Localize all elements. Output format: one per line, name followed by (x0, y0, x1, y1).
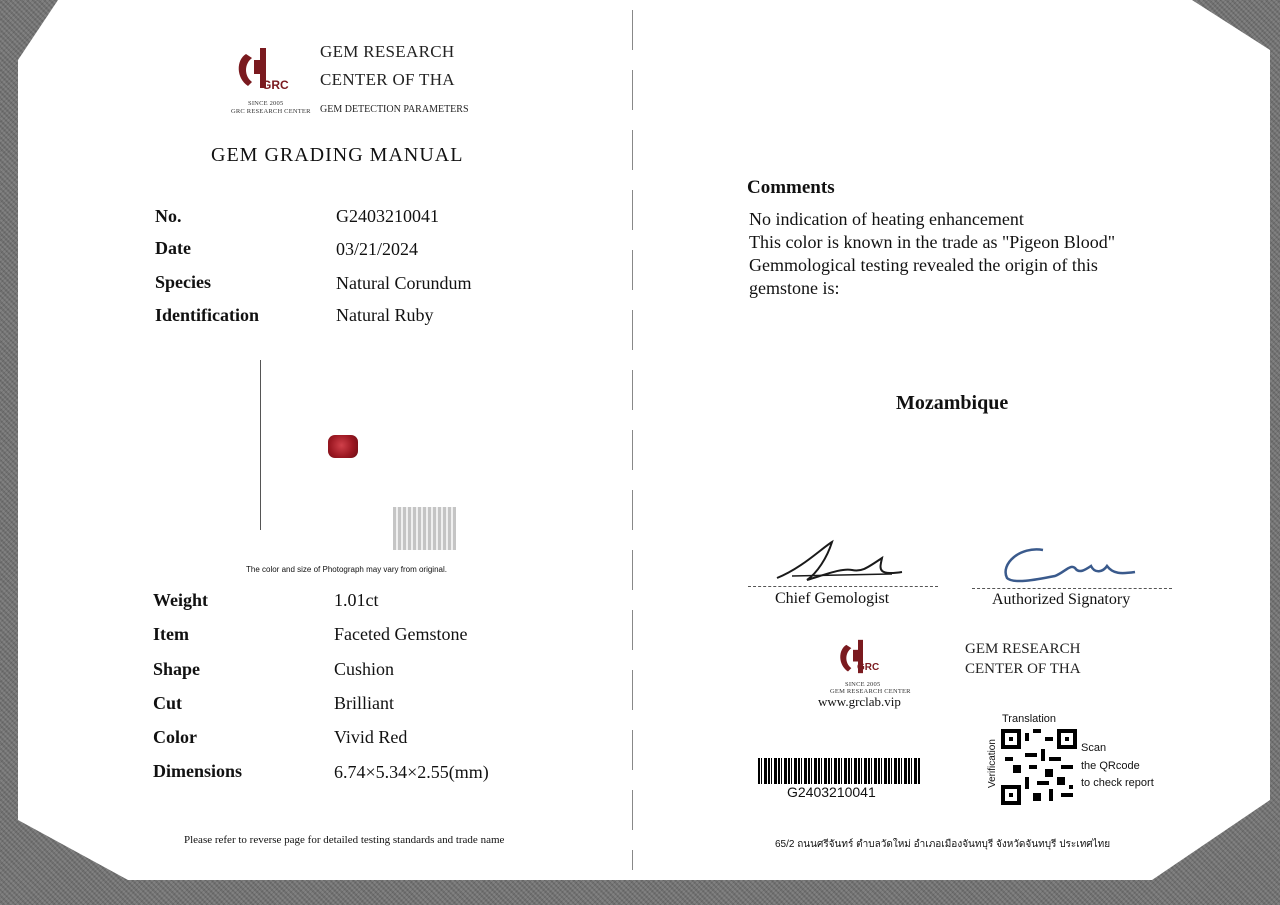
left-footer-note: Please refer to reverse page for detailed testing standards and trade name (184, 834, 505, 846)
logo-small-center: GEM RESEARCH CENTER (830, 688, 911, 695)
comment-line-3: Gemmological testing revealed the origin of this (749, 255, 1098, 275)
field-label-species: Species (155, 272, 211, 292)
field-value-item: Faceted Gemstone (334, 624, 468, 644)
qr-scan-line3: to check report (1081, 777, 1154, 789)
field-label-date: Date (155, 238, 191, 258)
website-url: www.grclab.vip (818, 694, 901, 709)
qr-scan-line1: Scan (1081, 742, 1107, 754)
qr-scan-line2: the QRcode (1081, 760, 1140, 772)
logo-mark-text: GRC (262, 78, 289, 92)
photo-note: The color and size of Photograph may vary from original. (246, 565, 447, 574)
right-org-line2: CENTER OF THA (965, 661, 1081, 677)
field-label-shape: Shape (153, 659, 201, 679)
logo-small-mark-text: GRC (857, 662, 880, 673)
signature-line-right (972, 588, 1172, 589)
page-title: GEM GRADING MANUAL (211, 144, 464, 166)
field-value-cut: Brilliant (334, 693, 394, 713)
logo-since: SINCE 2005 (248, 100, 284, 107)
comments-heading: Comments (747, 177, 835, 198)
field-label-cut: Cut (153, 693, 183, 713)
hologram-sticker (393, 507, 456, 550)
field-value-no: G2403210041 (336, 206, 439, 226)
barcode (758, 758, 920, 784)
org-subtitle: GEM DETECTION PARAMETERS (320, 104, 469, 115)
barcode-number: G2403210041 (787, 784, 876, 800)
org-name-line2: CENTER OF THA (320, 70, 455, 89)
qr-verification-label: Verification (987, 739, 998, 788)
field-value-species: Natural Corundum (336, 273, 472, 293)
field-value-shape: Cushion (334, 659, 395, 679)
right-org-line1: GEM RESEARCH (965, 641, 1081, 657)
grc-logo-small-icon (838, 638, 888, 680)
signature-line-left (748, 586, 938, 587)
origin-value: Mozambique (896, 392, 1009, 414)
field-label-weight: Weight (153, 590, 209, 610)
qr-code[interactable] (1001, 729, 1077, 805)
logo-small-since: SINCE 2005 (845, 681, 881, 688)
authorized-signatory-label: Authorized Signatory (992, 591, 1131, 608)
logo-center: GRC RESEARCH CENTER (231, 108, 311, 115)
field-label-item: Item (153, 624, 189, 644)
field-value-dimensions: 6.74×5.34×2.55(mm) (334, 762, 489, 782)
field-label-color: Color (153, 727, 197, 747)
chief-gemologist-signature (772, 538, 912, 588)
field-label-no: No. (155, 206, 182, 226)
field-value-date: 03/21/2024 (336, 239, 419, 259)
field-label-dimensions: Dimensions (153, 761, 243, 781)
field-value-color: Vivid Red (334, 727, 408, 747)
photo-frame-line (260, 360, 261, 530)
left-page (18, 0, 632, 880)
comment-line-1: No indication of heating enhancement (749, 209, 1024, 229)
comment-line-4: gemstone is: (749, 278, 840, 298)
chief-gemologist-label: Chief Gemologist (775, 590, 890, 607)
org-name-line1: GEM RESEARCH (320, 42, 455, 61)
ruby-photo (328, 435, 358, 458)
comment-line-2: This color is known in the trade as "Pigeon Blood" (749, 232, 1116, 252)
field-value-identification: Natural Ruby (336, 305, 434, 325)
authorized-signatory-signature (995, 544, 1145, 586)
field-value-weight: 1.01ct (334, 590, 379, 610)
right-page (632, 0, 1270, 880)
field-label-identification: Identification (155, 305, 260, 325)
thai-address: 65/2 ถนนศรีจันทร์ ตำบลวัดใหม่ อำเภอเมืองจันทบุรี จังหวัดจันทบุรี ประเทศไทย (775, 839, 1111, 850)
qr-translation-label: Translation (1002, 713, 1057, 725)
center-fold (632, 10, 633, 870)
